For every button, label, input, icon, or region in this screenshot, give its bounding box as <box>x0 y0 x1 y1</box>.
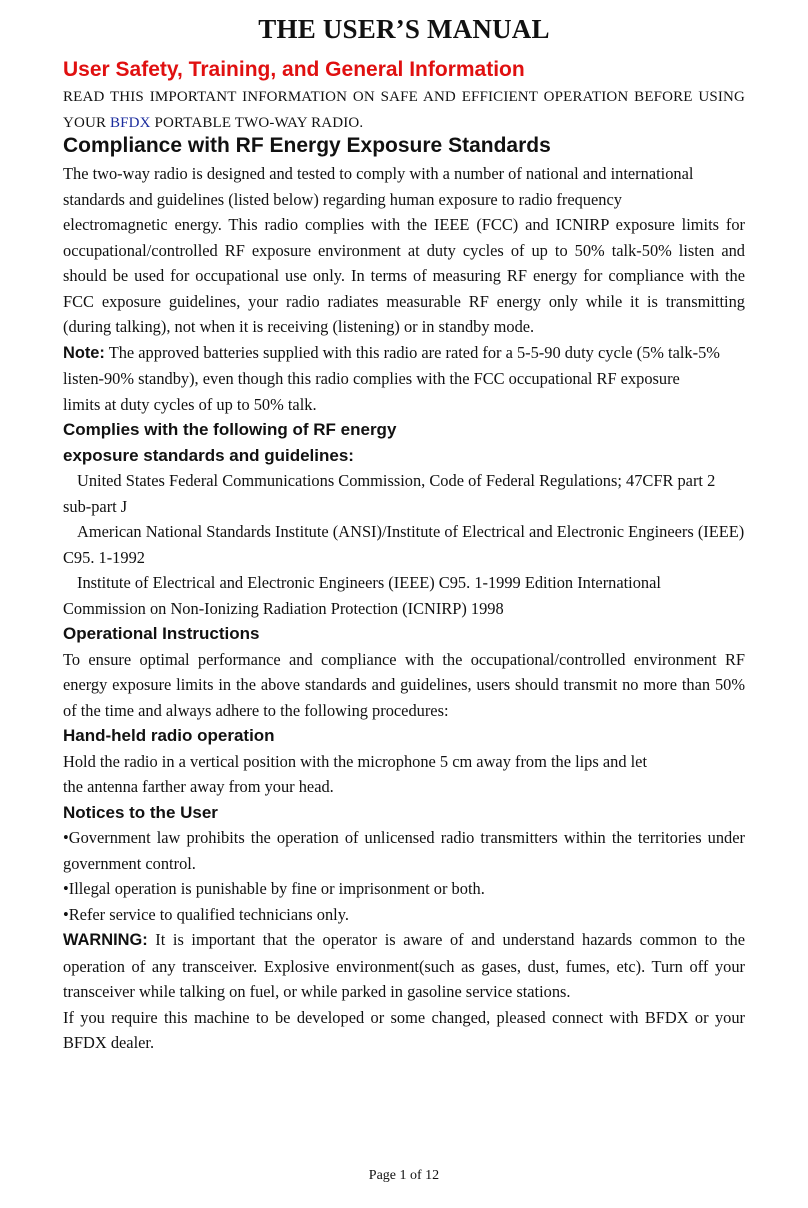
operational-heading: Operational Instructions <box>63 624 260 643</box>
compliance-heading: Compliance with RF Energy Exposure Standards <box>63 134 551 157</box>
standards-heading-line-1: Complies with the following of RF energy <box>63 420 397 439</box>
handheld-line-1: Hold the radio in a vertical position with the microphone 5 cm away from the lips and let <box>63 751 647 771</box>
compliance-line-1: The two-way radio is designed and tested to comply with a number of national and international <box>63 164 694 183</box>
operational-paragraph: To ensure optimal performance and compliance with the occupational/controlled environment RF energy exposure limits in the above standards and guidelines, users should transmit no more than 50% of the time and always adhere to the following procedures: <box>63 649 745 720</box>
notice-item: •Illegal operation is punishable by fine or imprisonment or both. <box>63 879 485 898</box>
notice-item: •Refer service to qualified technicians only. <box>63 904 349 924</box>
notices-heading: Notices to the User <box>63 802 218 822</box>
note-label: Note: <box>63 343 105 362</box>
intro-text-before: READ THIS IMPORTANT INFORMATION ON SAFE AND EFFICIENT OPERATION BEFORE USING YOUR <box>63 89 745 131</box>
standards-heading-line-2: exposure standards and guidelines: <box>63 445 354 465</box>
notice-item: •Government law prohibits the operation of unlicensed radio transmitters within the territories under government control. <box>63 828 745 873</box>
safety-heading: User Safety, Training, and General Information <box>63 58 525 81</box>
standard-item-line: Institute of Electrical and Electronic Engineers (IEEE) C95. 1-1999 Edition International <box>77 573 661 592</box>
intro-text-after: PORTABLE TWO-WAY RADIO. <box>150 114 364 131</box>
handheld-heading: Hand-held radio operation <box>63 726 275 745</box>
handheld-line-2: the antenna farther away from your head. <box>63 777 334 796</box>
warning-paragraph <box>63 927 745 1005</box>
compliance-paragraph-rest: electromagnetic energy. This radio complies with the IEEE (FCC) and ICNIRP exposure limits for occupational/controlled RF exposure environment at duty cycles of up to 50% talk-50% listen and should be used for occupational use only. In terms of measuring RF energy for compliance with the FCC exposure guidelines, your radio radiates measurable RF energy only while it is transmitting (during talking), not when it is receiving (listening) or in standby mode. <box>63 215 745 336</box>
intro-paragraph <box>63 85 745 136</box>
safety-section <box>63 55 745 136</box>
standard-item-line: Commission on Non-Ionizing Radiation Protection (ICNIRP) 1998 <box>63 598 504 618</box>
warning-label: WARNING: <box>63 931 148 949</box>
page-number: Page 1 of 12 <box>368 1168 440 1183</box>
brand-name: BFDX <box>110 114 151 131</box>
compliance-line-2: standards and guidelines (listed below) regarding human exposure to radio frequency <box>63 189 622 209</box>
standard-item: United States Federal Communications Commission, Code of Federal Regulations; 47CFR part 2 sub-part J <box>63 471 716 516</box>
closing-paragraph: If you require this machine to be developed or some changed, pleased connect with BFDX or your BFDX dealer. <box>63 1007 745 1052</box>
page-title: THE USER’S MANUAL <box>258 14 550 44</box>
note-text-1: The approved batteries supplied with this radio are rated for a 5-5-90 duty cycle (5% talk-5% <box>104 342 720 362</box>
standard-item: American National Standards Institute (ANSI)/Institute of Electrical and Electronic Engineers (IEEE) C95. 1-1992 <box>63 522 745 567</box>
warning-text: It is important that the operator is aware of and understand hazards common to the operation of any transceiver. Explosive environment(such as gases, dust, fumes, etc). Turn off your transceiver while talking on fuel, or while parked in gasoline service stations. <box>63 930 745 1001</box>
note-line-1 <box>63 340 745 367</box>
compliance-section <box>63 131 745 1056</box>
note-line-3: limits at duty cycles of up to 50% talk. <box>63 394 317 414</box>
note-line-2: listen-90% standby), even though this radio complies with the FCC occupational RF exposure <box>63 369 680 388</box>
